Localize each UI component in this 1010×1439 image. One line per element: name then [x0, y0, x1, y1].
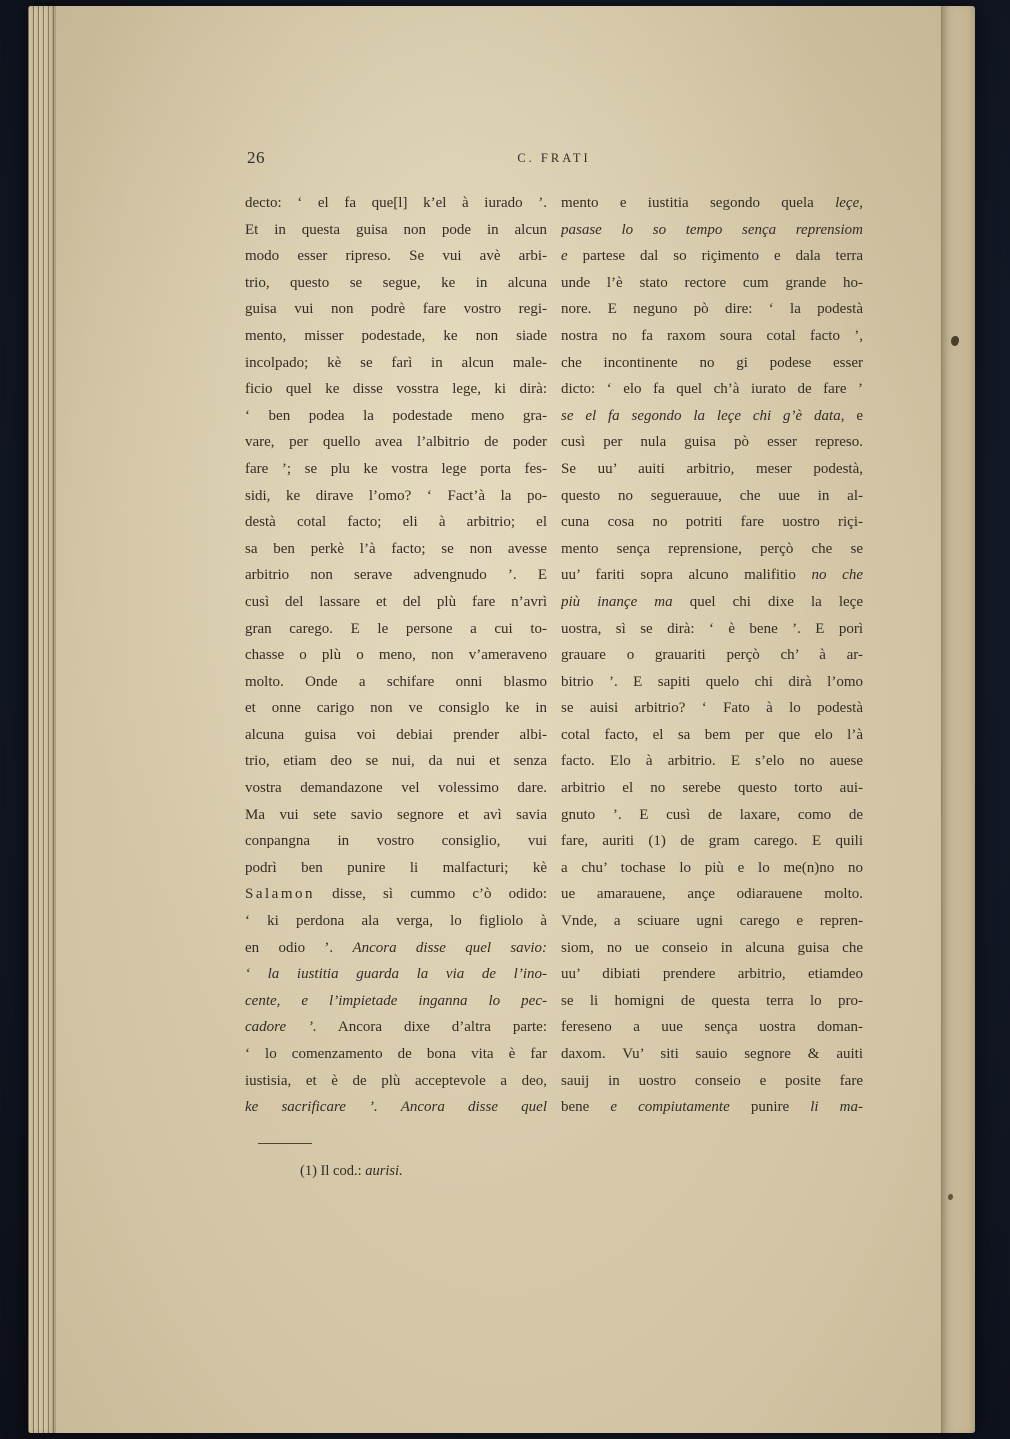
- text-segment: guisa vui non podrè fare vostro regi-: [245, 301, 547, 318]
- text-line: [245, 961, 547, 988]
- text-line: [561, 748, 863, 775]
- text-segment: sidi, ke dirave l’omo? ‘ Fact’à la po-: [245, 487, 547, 504]
- text-segment: daxom. Vu’ siti sauio segnore & auiti: [561, 1046, 863, 1062]
- footnote: [245, 1161, 863, 1181]
- text-line: [561, 483, 863, 510]
- page-number: 26: [247, 148, 265, 167]
- text-line: [245, 748, 547, 775]
- text-segment: questo no seguerauue, che uue in al-: [561, 487, 863, 504]
- text-segment: ‘ lo comenzamento de bona vita è far: [245, 1046, 547, 1062]
- text-line: [245, 429, 547, 456]
- text-line: [245, 935, 547, 962]
- text-segment: se auisi arbitrio? ‘ Fato à lo podestà: [561, 700, 863, 717]
- text-segment: pasase lo so tempo sença reprensiom: [561, 221, 863, 238]
- text-columns: [245, 190, 863, 1121]
- text-segment: en odio ’.: [245, 939, 353, 956]
- text-segment: sa ben perkè l’à facto; se non avesse: [245, 540, 547, 557]
- text-segment: trio, etiam deo se nui, da nui et senza: [245, 753, 547, 770]
- text-line: [561, 270, 863, 297]
- page-content: [245, 148, 863, 1181]
- text-segment: mento e iustitia segondo quela: [561, 195, 836, 211]
- text-segment: ue amarauene, ançe odiarauene molto.: [561, 886, 863, 903]
- text-line: [245, 1094, 547, 1121]
- text-line: [561, 988, 863, 1015]
- text-segment: e compiutamente: [610, 1099, 730, 1116]
- text-segment: vostra demandazone vel volessimo dare.: [245, 780, 547, 797]
- text-line: [245, 695, 547, 722]
- text-segment: che incontinente no gi podese esser: [561, 354, 863, 371]
- text-line: [561, 1014, 863, 1041]
- text-segment: bene: [561, 1099, 611, 1116]
- text-segment: mento, misser podestade, ke non siade: [245, 327, 547, 344]
- text-line: [561, 881, 863, 908]
- footnote-separator: [258, 1143, 312, 1144]
- text-line: [561, 616, 863, 643]
- text-line: [245, 1014, 547, 1041]
- text-line: [245, 376, 547, 403]
- text-segment: Et in questa guisa non pode in alcun: [245, 221, 547, 238]
- text-segment: a chu’ tochase lo più e lo me(n)no no: [561, 859, 863, 876]
- text-segment: Ancora disse quel savio:: [352, 939, 547, 956]
- text-segment: Vnde, a sciuare ugni carego e repren-: [561, 913, 863, 930]
- text-line: [245, 855, 547, 882]
- text-segment: ke sacrificare ’. Ancora disse quel: [245, 1099, 547, 1116]
- text-segment: conpangna in vostro consiglio, vui: [245, 833, 547, 850]
- text-line: [561, 1094, 863, 1121]
- text-line: [561, 376, 863, 403]
- text-segment: podrì ben punire li malfacturi; kè: [245, 859, 547, 876]
- text-line: [561, 509, 863, 536]
- text-segment: destà cotal facto; eli à arbitrio; el: [245, 514, 547, 531]
- text-line: [245, 483, 547, 510]
- text-segment: cotal facto, el sa bem per que elo l’à: [561, 726, 863, 743]
- text-line: [561, 1068, 863, 1095]
- text-segment: vare, per quello avea l’albitrio de poder: [245, 434, 547, 451]
- text-segment: mento sença reprensione, perçò che se: [561, 540, 863, 557]
- text-segment: cusì del lassare et del plù fare n’avrì: [245, 593, 547, 610]
- text-line: [245, 988, 547, 1015]
- text-segment: Salamon: [245, 886, 315, 903]
- text-segment: partese dal so riçimento e dala terra: [582, 248, 863, 265]
- text-line: [245, 802, 547, 829]
- text-segment: modo esser ripreso. Se vui avè arbi-: [245, 248, 547, 265]
- text-segment: cadore ’.: [245, 1019, 317, 1036]
- text-line: [245, 509, 547, 536]
- text-line: [561, 323, 863, 350]
- text-segment: molto. Onde a schifare onni blasmo: [245, 673, 547, 690]
- text-segment: ficio quel ke disse vosstra lege, ki dirà:: [245, 381, 547, 398]
- text-line: [245, 775, 547, 802]
- text-line: [245, 456, 547, 483]
- text-segment: trio, questo se segue, ke in alcuna: [245, 274, 547, 291]
- text-line: [561, 695, 863, 722]
- text-segment: gnuto ’. E cusì de laxare, como de: [561, 806, 863, 823]
- text-line: [245, 350, 547, 377]
- left-column: [245, 190, 547, 1121]
- page-edge-right: [941, 6, 975, 1433]
- text-segment: quel chi dixe la leçe: [689, 593, 863, 610]
- text-line: [561, 429, 863, 456]
- text-line: [561, 775, 863, 802]
- text-segment: Ancora dixe d’altra parte:: [316, 1019, 547, 1036]
- text-line: [561, 217, 863, 244]
- text-segment: più inançe ma: [561, 593, 690, 610]
- book-binding-edges: [28, 6, 56, 1433]
- book-page: [28, 6, 975, 1433]
- text-segment: grauare o grauariti perçò ch’ à ar-: [561, 647, 863, 664]
- text-line: [245, 323, 547, 350]
- text-segment: fereseno a uue sença uostra doman-: [561, 1019, 863, 1036]
- text-segment: gran carego. E le persone a cui to-: [245, 620, 547, 637]
- right-column: [561, 190, 863, 1121]
- text-segment: nore. E neguno pò dire: ‘ la podestà: [561, 301, 863, 318]
- text-segment: Se uu’ auiti arbitrio, meser podestà,: [561, 460, 863, 477]
- text-line: [561, 536, 863, 563]
- text-line: [245, 217, 547, 244]
- text-line: [245, 722, 547, 749]
- text-line: [561, 828, 863, 855]
- text-segment: nostra no fa raxom soura cotal facto ’,: [561, 327, 863, 344]
- text-segment: dicto: ‘ elo fa quel ch’à iurato de fare ’: [561, 381, 863, 398]
- text-line: [245, 881, 547, 908]
- text-segment: se li homigni de questa terra lo pro-: [561, 992, 863, 1009]
- text-line: [561, 589, 863, 616]
- text-line: [245, 1041, 547, 1068]
- text-line: [561, 669, 863, 696]
- text-segment: alcuna guisa voi debiai prender albi-: [245, 726, 547, 743]
- text-line: [561, 403, 863, 430]
- text-segment: sauij in uostro conseio e posite fare: [561, 1072, 863, 1089]
- text-segment: cusì per nula guisa pò esser represo.: [561, 434, 863, 451]
- text-segment: leçe,: [835, 195, 863, 211]
- text-line: [245, 669, 547, 696]
- text-line: [561, 722, 863, 749]
- text-line: [245, 1068, 547, 1095]
- text-segment: li ma-: [810, 1099, 863, 1116]
- text-line: [245, 589, 547, 616]
- page-header: [245, 148, 863, 170]
- text-segment: siom, no ue conseio in alcuna guisa che: [561, 939, 863, 956]
- text-line: [245, 403, 547, 430]
- text-segment: incolpado; kè se farì in alcun male-: [245, 354, 547, 371]
- text-segment: fare, auriti (1) de gram carego. E quili: [561, 833, 863, 850]
- text-segment: decto: ‘ el fa que[l] k’el à iurado ’.: [245, 195, 547, 211]
- text-line: [561, 642, 863, 669]
- text-segment: ‘ ben podea la podestade meno gra-: [245, 407, 547, 424]
- running-head: C. FRATI: [517, 151, 591, 165]
- text-line: [245, 296, 547, 323]
- text-segment: cente, e l’impietade inganna lo pec-: [245, 992, 547, 1009]
- text-segment: unde l’è stato rectore cum grande ho-: [561, 274, 863, 291]
- text-segment: arbitrio non serave advengnudo ’. E: [245, 567, 547, 584]
- text-line: [245, 562, 547, 589]
- text-segment: cuna cosa no potriti fare uostro riçi-: [561, 514, 863, 531]
- text-segment: bitrio ’. E sapiti quelo chi dirà l’omo: [561, 673, 863, 690]
- text-line: [245, 190, 547, 217]
- text-segment: (1) Il cod.:: [300, 1162, 366, 1179]
- text-segment: iustisia, et è de plù acceptevole a deo,: [245, 1072, 547, 1089]
- text-line: [561, 350, 863, 377]
- text-segment: ‘ ki perdona ala verga, lo figliolo à: [245, 913, 547, 930]
- text-line: [245, 243, 547, 270]
- text-segment: ‘ la iustitia guarda la via de l’ino-: [245, 966, 547, 983]
- text-segment: disse, sì cummo c’ò odido:: [315, 886, 547, 903]
- text-segment: uostra, sì se dirà: ‘ è bene ’. E porì: [561, 620, 863, 637]
- text-line: [561, 802, 863, 829]
- text-line: [245, 616, 547, 643]
- text-line: [245, 536, 547, 563]
- text-line: [245, 828, 547, 855]
- text-segment: punire: [729, 1099, 811, 1116]
- text-segment: et onne carigo non ve consiglo ke in: [245, 700, 547, 717]
- text-line: [561, 296, 863, 323]
- text-line: [245, 908, 547, 935]
- text-segment: fare ’; se plu ke vostra lege porta fes-: [245, 460, 547, 477]
- text-line: [561, 1041, 863, 1068]
- text-line: [245, 642, 547, 669]
- text-segment: uu’ dibiati prendere arbitrio, etiamdeo: [561, 966, 863, 983]
- text-line: [561, 562, 863, 589]
- text-segment: arbitrio el no serebe questo torto aui-: [561, 780, 863, 797]
- text-segment: chasse o plù o meno, non v’ameraveno: [245, 647, 547, 664]
- text-line: [245, 270, 547, 297]
- text-segment: Ma vui sete savio segnore et avì savia: [245, 806, 547, 823]
- text-line: [561, 961, 863, 988]
- text-line: [561, 855, 863, 882]
- text-segment: e: [844, 407, 863, 424]
- text-line: [561, 908, 863, 935]
- text-segment: no che: [811, 567, 863, 584]
- text-segment: facto. Elo à arbitrio. E s’elo no auese: [561, 753, 863, 770]
- text-segment: aurisi.: [365, 1162, 403, 1179]
- text-line: [561, 190, 863, 217]
- text-line: [561, 935, 863, 962]
- text-segment: e: [561, 248, 583, 265]
- text-line: [561, 456, 863, 483]
- text-segment: se el fa segondo la leçe chi g’è data,: [561, 407, 845, 424]
- text-line: [561, 243, 863, 270]
- text-segment: uu’ fariti sopra alcuno malifitio: [561, 567, 812, 584]
